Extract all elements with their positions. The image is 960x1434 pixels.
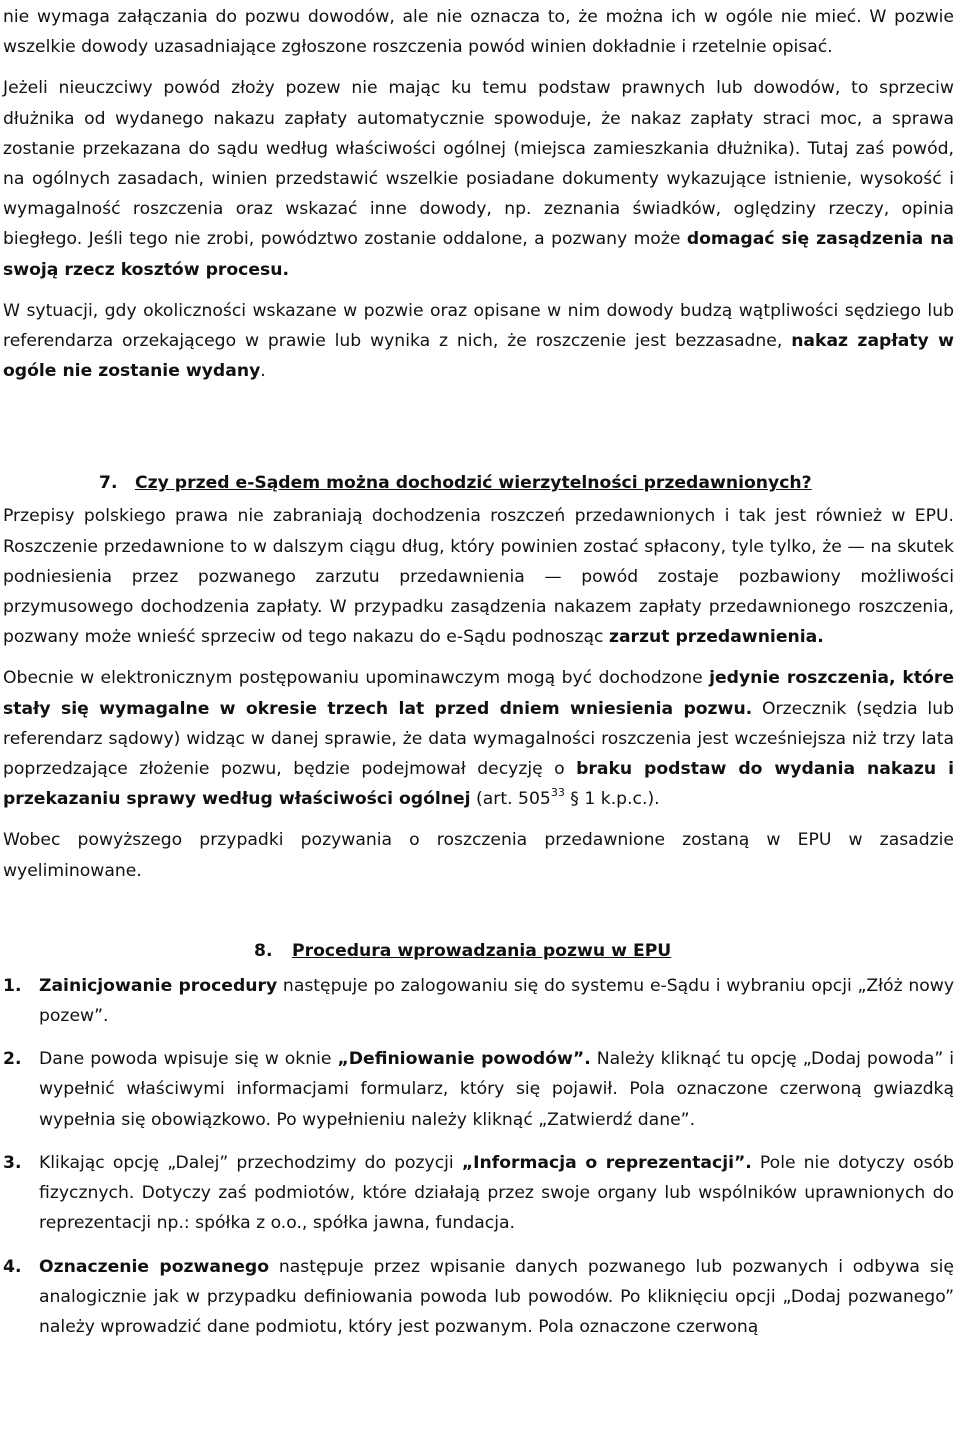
paragraph-text: Obecnie w elektronicznym postępowaniu upominawczym mogą być dochodzone <box>3 668 710 689</box>
list-text: Klikając opcję „Dalej” przechodzimy do pozycji <box>39 1152 462 1173</box>
bold-phrase: „Definiowanie powodów”. <box>337 1049 591 1070</box>
section-number: 7. <box>99 473 118 494</box>
section-title: Procedura wprowadzania pozwu w EPU <box>292 940 672 961</box>
list-text: Pole nie dotyczy osób fizycznych. Dotyczy zaś podmiotów, które działają przez swoje organy lub wspólników uprawnionych do reprezentacji np.: spółka z o.o., spółka jawna, fundacja. <box>39 1152 954 1234</box>
bold-phrase: Oznaczenie pozwanego <box>39 1256 270 1277</box>
bold-phrase: nakaz zapłaty w ogóle nie zostanie wydany <box>3 331 954 382</box>
paragraph-text: . <box>260 361 266 382</box>
section-number: 8. <box>254 940 273 961</box>
paragraph-prescribed-claims <box>3 501 954 652</box>
bold-phrase: domagać się zasądzenia na swoją rzecz kosztów procesu. <box>3 229 954 280</box>
paragraph-dishonest-plaintiff <box>3 73 954 284</box>
paragraph-text: § 1 k.p.c.). <box>564 789 660 810</box>
paragraph-doubts <box>3 296 954 387</box>
superscript: 33 <box>550 786 565 800</box>
paragraph-text: Wobec powyższego przypadki pozywania o roszczenia przedawnione zostaną w EPU w zasadzie wyeliminowane. <box>3 830 954 881</box>
paragraph-text: Jeżeli nieuczciwy powód złoży pozew nie mając ku temu podstaw prawnych lub dowodów, to sprzeciw dłużnika od wydanego nakazu zapłaty automatycznie spowoduje, że nakaz zapłaty straci moc, a sprawa zostanie przekazana do sądu według właściwości ogólnej (miejsca zamieszkania dłużnika). Tutaj zaś powód, na ogólnych zasadach, winien przedstawić wszelkie posiadane dokumenty wykazujące istnienie, wysokość i wymagalność roszczenia oraz wskazać inne dowody, np. zeznania świadków, oględziny rzeczy, opinia biegłego. Jeśli tego nie zrobi, powództwo zostanie oddalone, a pozwany może <box>3 78 954 250</box>
list-item-step-4 <box>3 1252 954 1343</box>
bold-phrase: jedynie roszczenia, które stały się wymagalne w okresie trzech lat przed dniem wniesienia pozwu. <box>3 668 954 719</box>
list-number: 2. <box>3 1049 22 1070</box>
paragraph-text: nie wymaga załączania do pozwu dowodów, ale nie oznacza to, że można ich w ogóle nie mieć. W pozwie wszelkie dowody uzasadniające zgłoszone roszczenia powód winien dokładnie i rzetelnie opisać. <box>3 7 954 58</box>
list-item-step-3 <box>3 1148 954 1239</box>
list-number: 3. <box>3 1152 22 1173</box>
paragraph-eliminated <box>3 825 954 885</box>
list-text: następuje po zalogowaniu się do systemu e-Sądu i wybraniu opcji „Złóż nowy pozew”. <box>39 975 954 1027</box>
section-heading-8 <box>3 936 954 966</box>
paragraph-evidence <box>3 2 954 62</box>
paragraph-text: W sytuacji, gdy okoliczności wskazane w pozwie oraz opisane w nim dowody budzą wątpliwości sędziego lub referendarza orzekającego w prawie lub wynika z nich, że roszczenie jest bezzasadne, <box>3 300 954 352</box>
paragraph-three-years <box>3 663 954 814</box>
list-number: 4. <box>3 1256 22 1277</box>
list-item-step-2 <box>3 1044 954 1135</box>
list-text: Dane powoda wpisuje się w oknie <box>39 1049 338 1070</box>
list-text: następuje przez wpisanie danych pozwanego lub pozwanych i odbywa się analogicznie jak w przypadku definiowania powoda lub powodów. Po kliknięciu opcji „Dodaj pozwanego” należy wprowadzić dane podmiotu, który jest pozwanym. Pola oznaczone czerwoną <box>39 1256 954 1337</box>
list-item-step-1 <box>3 971 954 1031</box>
bold-phrase: zarzut przedawnienia. <box>608 627 824 648</box>
bold-phrase: Zainicjowanie procedury <box>39 975 278 996</box>
bold-phrase: „Informacja o reprezentacji”. <box>461 1152 752 1173</box>
section-title: Czy przed e-Sądem można dochodzić wierzytelności przedawnionych? <box>135 473 812 494</box>
paragraph-text: Orzecznik (sędzia lub referendarz sądowy) widząc w danej sprawie, że data wymagalności roszczenia jest wcześniejsza niż trzy lata poprzedzające złożenie pozwu, będzie podejmował decyzję o <box>3 698 954 780</box>
paragraph-text: (art. 505 <box>470 789 551 810</box>
list-text: Należy kliknąć tu opcję „Dodaj powoda” i wypełnić właściwymi informacjami formularz, który się pojawił. Pola oznaczone czerwoną gwiazdką wypełnia się obowiązkowo. Po wypełnieniu należy kliknąć „Zatwierdź dane”. <box>39 1049 954 1130</box>
bold-phrase: braku podstaw do wydania nakazu i przekazaniu sprawy według właściwości ogólnej <box>3 759 954 810</box>
paragraph-text: Przepisy polskiego prawa nie zabraniają dochodzenia roszczeń przedawnionych i tak jest również w EPU. Roszczenie przedawnione to w dalszym ciągu dług, który powinien zostać spłacony, tyle tylko, że — na skutek podniesienia przez pozwanego zarzutu przedawnienia — powód zostaje pozbawiony możliwości przymusowego dochodzenia zapłaty. W przypadku zasądzenia nakazem zapłaty przedawnionego roszczenia, pozwany może wnieść sprzeciw od tego nakazu do e-Sądu podnosząc <box>3 506 954 648</box>
section-heading-7 <box>3 468 954 498</box>
list-number: 1. <box>3 975 22 996</box>
